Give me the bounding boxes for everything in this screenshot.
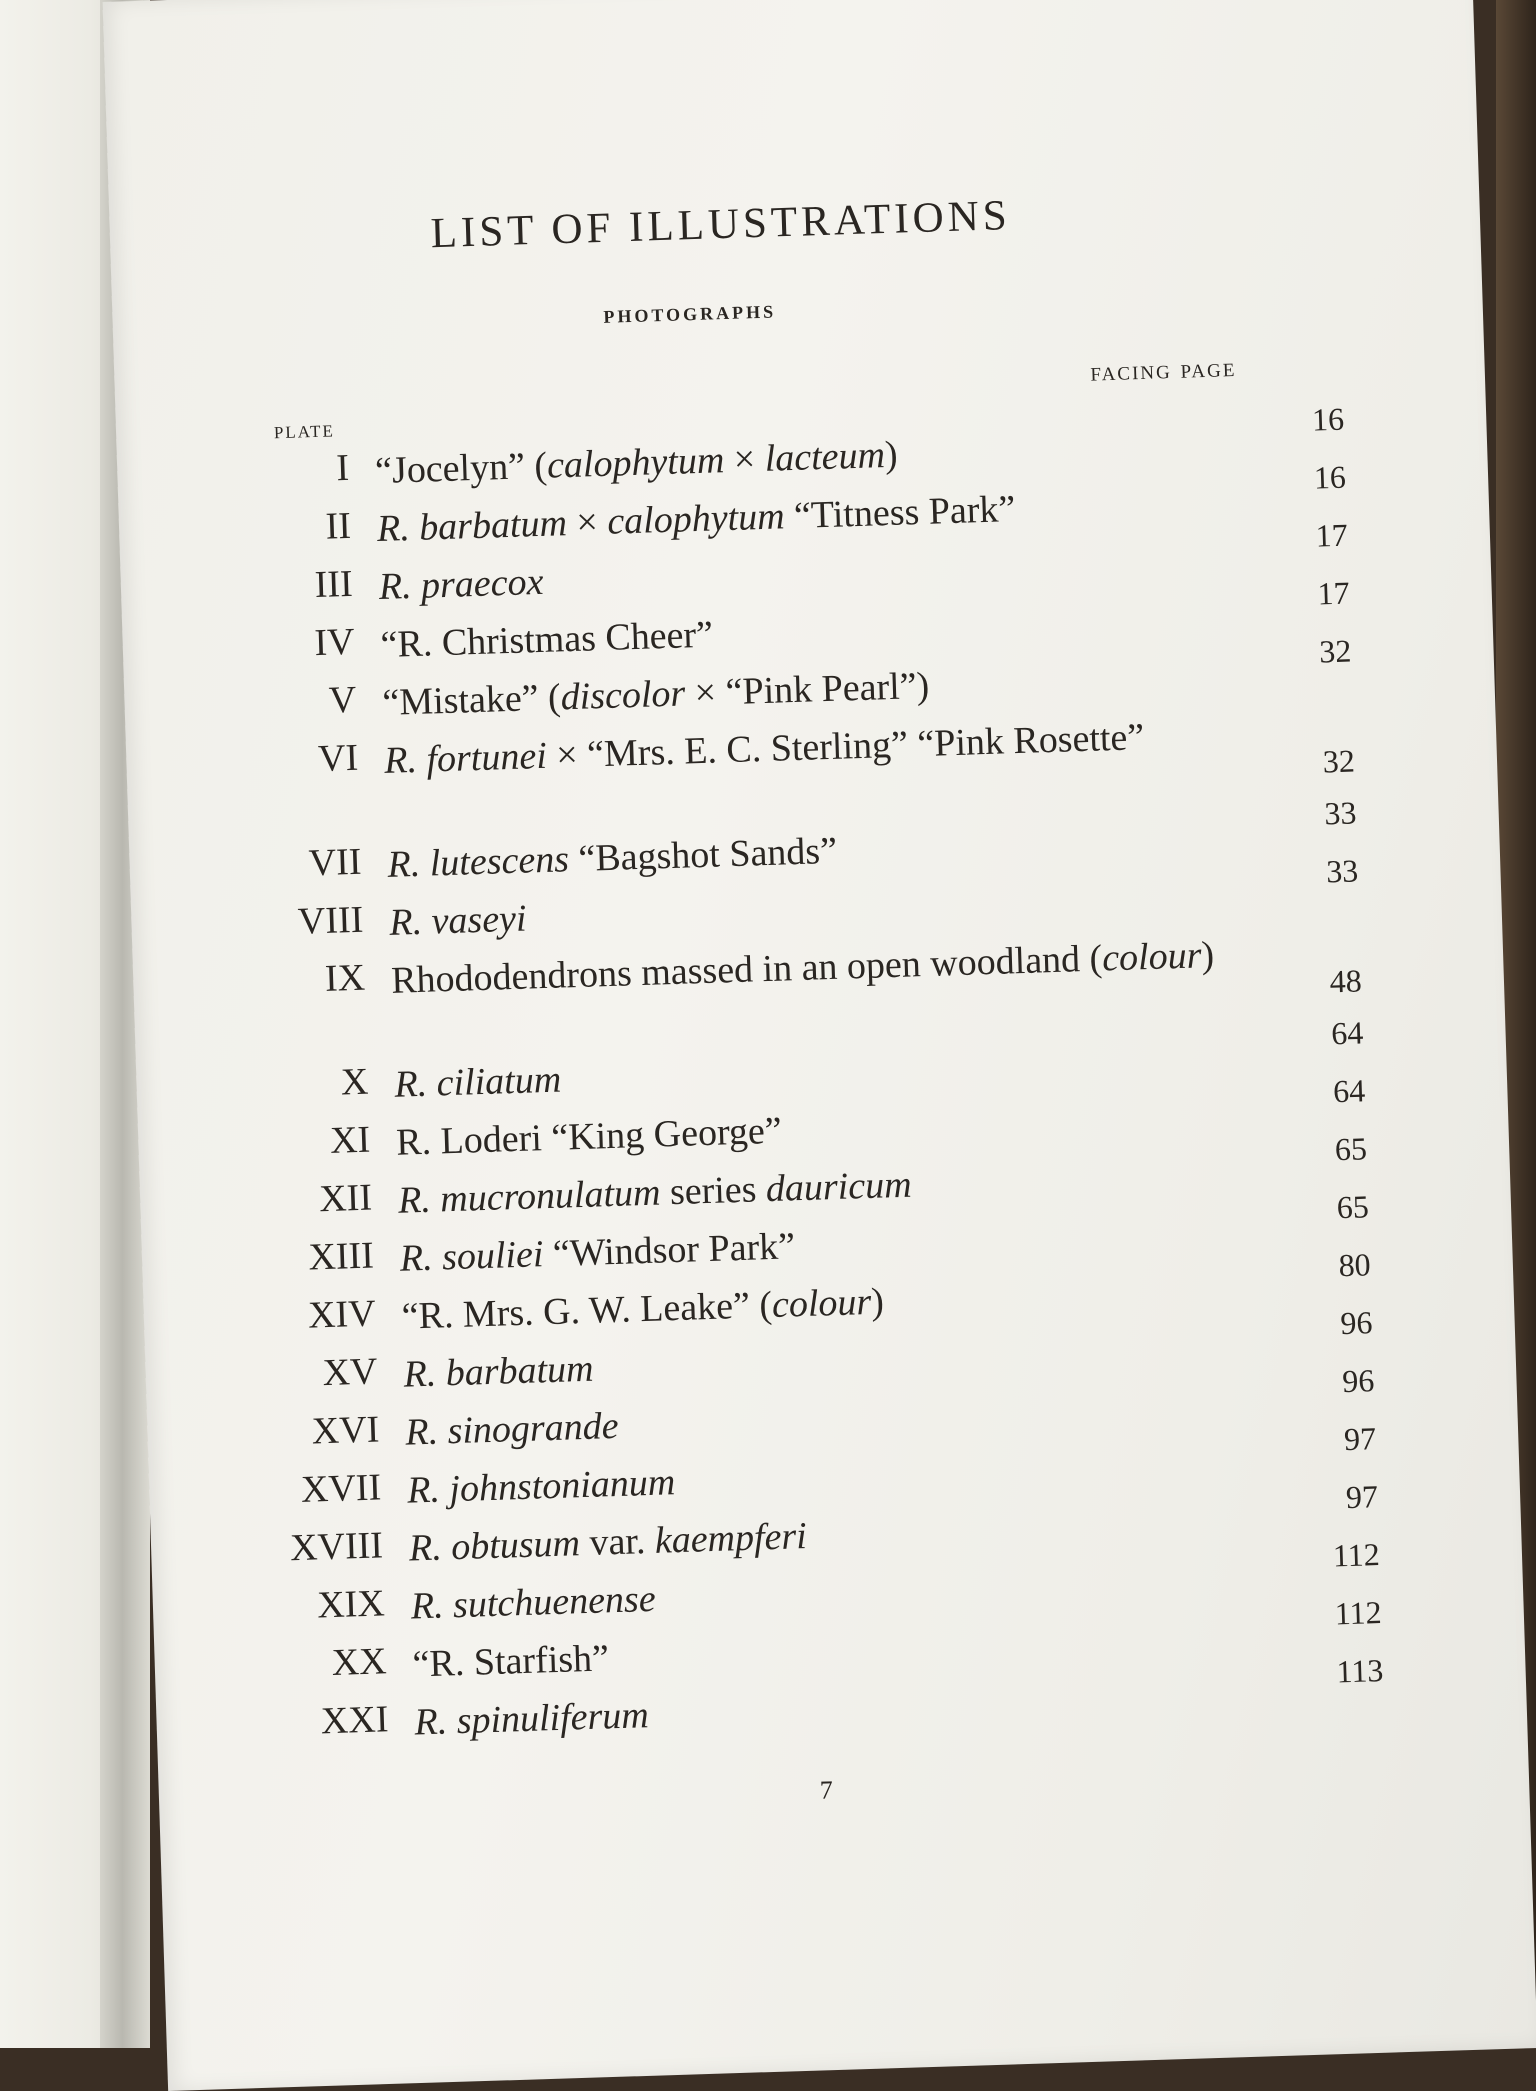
- facing-page-number: 48: [1329, 962, 1363, 1000]
- facing-page-number: 80: [1338, 1246, 1372, 1284]
- plate-number: IX: [324, 956, 366, 1000]
- plate-number: III: [314, 562, 354, 607]
- facing-page-number: 97: [1343, 1420, 1377, 1458]
- facing-page-number: 65: [1334, 1130, 1368, 1168]
- plate-number: XII: [318, 1176, 373, 1221]
- facing-page-number: 33: [1323, 794, 1357, 832]
- page-number: 7: [819, 1775, 834, 1805]
- facing-page-number: 17: [1316, 574, 1351, 612]
- facing-page-number: 97: [1345, 1478, 1379, 1516]
- plate-caption: R. barbatum: [402, 1347, 595, 1396]
- plate-number: II: [324, 504, 352, 548]
- plate-caption: “R. Mrs. G. W. Leake” (colour): [401, 1280, 885, 1338]
- facing-page-number: 65: [1336, 1188, 1370, 1226]
- plate-number: XVI: [311, 1408, 380, 1453]
- plate-caption: R. vaseyi: [388, 897, 528, 944]
- facing-page-header: facing page: [1089, 351, 1237, 387]
- plate-number: I: [335, 446, 350, 490]
- facing-page-number: 112: [1334, 1594, 1383, 1632]
- plate-caption: R. barbatum × calophytum “Titness Park”: [376, 488, 1016, 551]
- plate-number: VI: [317, 736, 359, 781]
- plate-caption: R. mucronulatum series dauricum: [397, 1163, 913, 1222]
- plate-number: XVIII: [289, 1524, 384, 1570]
- facing-page-number: 64: [1332, 1072, 1366, 1110]
- plate-number: XX: [331, 1640, 388, 1685]
- plate-number: XI: [329, 1118, 371, 1162]
- plate-caption: R. spinuliferum: [413, 1694, 650, 1744]
- plate-number: IV: [313, 620, 356, 665]
- facing-page-number: 96: [1341, 1362, 1375, 1400]
- plate-caption: R. lutescens “Bagshot Sands”: [386, 829, 838, 886]
- facing-page-number: 16: [1313, 458, 1347, 496]
- plate-caption: R. ciliatum: [393, 1058, 562, 1106]
- plate-number: XIX: [316, 1582, 386, 1627]
- facing-page-number: 16: [1311, 400, 1345, 438]
- plate-number: V: [328, 678, 358, 722]
- plate-caption: R. sutchuenense: [410, 1577, 657, 1628]
- facing-page-number: 33: [1325, 852, 1359, 890]
- plate-number: VIII: [297, 898, 364, 943]
- page-title: LIST OF ILLUSTRATIONS: [430, 192, 1012, 258]
- plate-caption: Rhododendrons massed in an open woodland (colour): [390, 933, 1215, 1002]
- facing-page-number: 32: [1322, 742, 1356, 780]
- plate-caption: R. praecox: [378, 560, 545, 609]
- facing-page-number: 32: [1318, 632, 1352, 670]
- plate-number: VII: [308, 840, 363, 885]
- facing-page-number: 64: [1330, 1014, 1364, 1052]
- plate-caption: “R. Christmas Cheer”: [379, 613, 714, 666]
- plate-number: XIII: [307, 1234, 375, 1279]
- plate-number: X: [340, 1060, 370, 1104]
- plate-caption: R. souliei “Windsor Park”: [399, 1225, 796, 1280]
- section-subtitle: photographs: [602, 294, 777, 329]
- plate-caption: R. johnstonianum: [406, 1461, 676, 1512]
- facing-page-number: 17: [1315, 516, 1349, 554]
- plate-caption: “Jocelyn” (calophytum × lacteum): [374, 433, 899, 493]
- plate-number: XV: [321, 1350, 379, 1395]
- plate-caption: R. Loderi “King George”: [395, 1109, 783, 1164]
- plate-header: plate: [273, 416, 336, 445]
- plate-caption: R. sinogrande: [404, 1404, 620, 1454]
- facing-page-number: 96: [1339, 1304, 1373, 1342]
- plate-caption: R. fortunei × “Mrs. E. C. Sterling” “Pink Rosette”: [383, 716, 1145, 782]
- facing-page-number: 112: [1332, 1536, 1381, 1574]
- plate-caption: “Mistake” (discolor × “Pink Pearl”): [381, 664, 930, 724]
- plate-caption: R. obtusum var. kaempferi: [408, 1515, 808, 1570]
- plate-number: XXI: [320, 1698, 390, 1743]
- plate-number: XIV: [307, 1292, 377, 1337]
- plate-number: XVII: [300, 1466, 382, 1511]
- plate-caption: “R. Starfish”: [412, 1637, 610, 1686]
- facing-page-number: 113: [1335, 1652, 1384, 1690]
